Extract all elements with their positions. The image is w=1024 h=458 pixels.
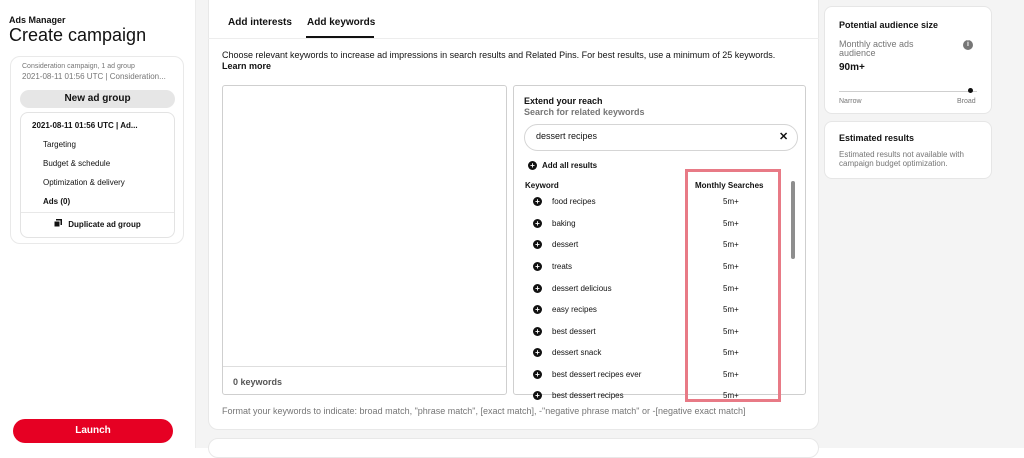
ad-group-nav-ads[interactable]: Ads (0) xyxy=(43,197,71,206)
ad-group-nav-optimization-delivery[interactable]: Optimization & delivery xyxy=(43,178,125,187)
column-header-monthly-searches: Monthly Searches xyxy=(695,181,764,190)
audience-size-value: 90m+ xyxy=(839,62,865,73)
monthly-searches-value: 5m+ xyxy=(723,305,739,314)
audience-scale-max: Broad xyxy=(957,98,976,105)
next-section-card xyxy=(208,438,819,458)
add-keyword-icon[interactable]: + xyxy=(533,391,542,400)
keyword-name: baking xyxy=(552,219,576,228)
monthly-searches-value: 5m+ xyxy=(723,327,739,336)
keyword-name: best dessert recipes xyxy=(552,391,624,400)
add-keyword-icon[interactable]: + xyxy=(533,305,542,314)
sidebar xyxy=(0,0,196,448)
campaign-card[interactable] xyxy=(10,56,184,244)
results-scrollbar[interactable] xyxy=(791,181,795,259)
campaign-name: 2021-08-11 01:56 UTC | Consideration... xyxy=(22,72,166,81)
add-keyword-icon[interactable]: + xyxy=(533,327,542,336)
close-icon[interactable]: ✕ xyxy=(779,131,789,143)
tab-add-interests[interactable]: Add interests xyxy=(228,17,292,28)
selected-keywords-box[interactable] xyxy=(222,85,507,395)
keyword-name: dessert delicious xyxy=(552,284,612,293)
monthly-searches-value: 5m+ xyxy=(723,219,739,228)
description-text: Choose relevant keywords to increase ad impressions in search results and Related Pins. For best results, use a minimum of 25 keywords. xyxy=(222,50,776,60)
monthly-searches-value: 5m+ xyxy=(723,284,739,293)
add-circle-icon: + xyxy=(528,161,537,170)
monthly-searches-value: 5m+ xyxy=(723,370,739,379)
ad-group-nav-budget-schedule[interactable]: Budget & schedule xyxy=(43,159,111,168)
keyword-name: best dessert xyxy=(552,327,596,336)
ad-group-nav-targeting[interactable]: Targeting xyxy=(43,140,76,149)
duplicate-ad-group-label: Duplicate ad group xyxy=(68,220,141,229)
keywords-description xyxy=(222,50,802,72)
audience-size-label: Monthly active ads audience xyxy=(839,39,914,58)
add-keyword-icon[interactable]: + xyxy=(533,370,542,379)
audience-scale-min: Narrow xyxy=(839,98,862,105)
app-name: Ads Manager xyxy=(9,15,66,25)
add-keyword-icon[interactable]: + xyxy=(533,262,542,271)
keyword-count: 0 keywords xyxy=(233,377,283,387)
divider xyxy=(223,366,506,367)
keyword-search-box xyxy=(524,124,798,151)
add-all-results-button[interactable] xyxy=(528,161,597,170)
ad-group-card xyxy=(20,112,175,238)
campaign-summary: Consideration campaign, 1 ad group xyxy=(22,63,135,70)
keyword-search-input[interactable] xyxy=(536,131,756,141)
page-title: Create campaign xyxy=(9,25,147,45)
audience-scale-track xyxy=(839,91,977,92)
monthly-searches-value: 5m+ xyxy=(723,197,739,206)
divider xyxy=(21,212,174,213)
estimated-results-text: Estimated results not available with campaign budget optimization. xyxy=(839,150,964,168)
learn-more-link[interactable]: Learn more xyxy=(222,61,272,71)
add-keyword-icon[interactable]: + xyxy=(533,284,542,293)
format-note: Format your keywords to indicate: broad match, "phrase match", [exact match], -"negative phrase match" or -[negative exact match] xyxy=(222,406,746,416)
tab-add-keywords[interactable]: Add keywords xyxy=(307,17,376,28)
extend-reach-title: Extend your reach xyxy=(524,96,603,106)
add-all-results-label: Add all results xyxy=(542,161,598,170)
new-ad-group-button[interactable]: New ad group xyxy=(20,90,175,108)
keyword-name: best dessert recipes ever xyxy=(552,370,642,379)
keyword-name: food recipes xyxy=(552,197,596,206)
monthly-searches-value: 5m+ xyxy=(723,348,739,357)
extend-reach-subtitle: Search for related keywords xyxy=(524,107,645,117)
monthly-searches-highlight xyxy=(685,169,781,402)
monthly-searches-value: 5m+ xyxy=(723,262,739,271)
keyword-name: dessert xyxy=(552,240,579,249)
add-keyword-icon[interactable]: + xyxy=(533,197,542,206)
divider xyxy=(208,38,819,39)
monthly-searches-value: 5m+ xyxy=(723,391,739,400)
add-keyword-icon[interactable]: + xyxy=(533,348,542,357)
launch-button[interactable]: Launch xyxy=(13,419,173,443)
add-keyword-icon[interactable]: + xyxy=(533,219,542,228)
duplicate-ad-group-button[interactable] xyxy=(21,215,174,235)
keyword-name: dessert snack xyxy=(552,348,602,357)
info-icon[interactable]: i xyxy=(963,40,973,50)
audience-size-title: Potential audience size xyxy=(839,20,939,30)
duplicate-icon xyxy=(54,215,62,235)
audience-scale-marker xyxy=(968,88,973,93)
keyword-name: treats xyxy=(552,262,573,271)
column-header-keyword: Keyword xyxy=(525,181,559,190)
audience-size-card xyxy=(824,6,992,114)
estimated-results-card xyxy=(824,121,992,179)
keyword-name: easy recipes xyxy=(552,305,597,314)
add-keyword-icon[interactable]: + xyxy=(533,240,542,249)
estimated-results-title: Estimated results xyxy=(839,133,915,143)
monthly-searches-value: 5m+ xyxy=(723,240,739,249)
ad-group-title[interactable]: 2021-08-11 01:56 UTC | Ad... xyxy=(32,121,138,130)
